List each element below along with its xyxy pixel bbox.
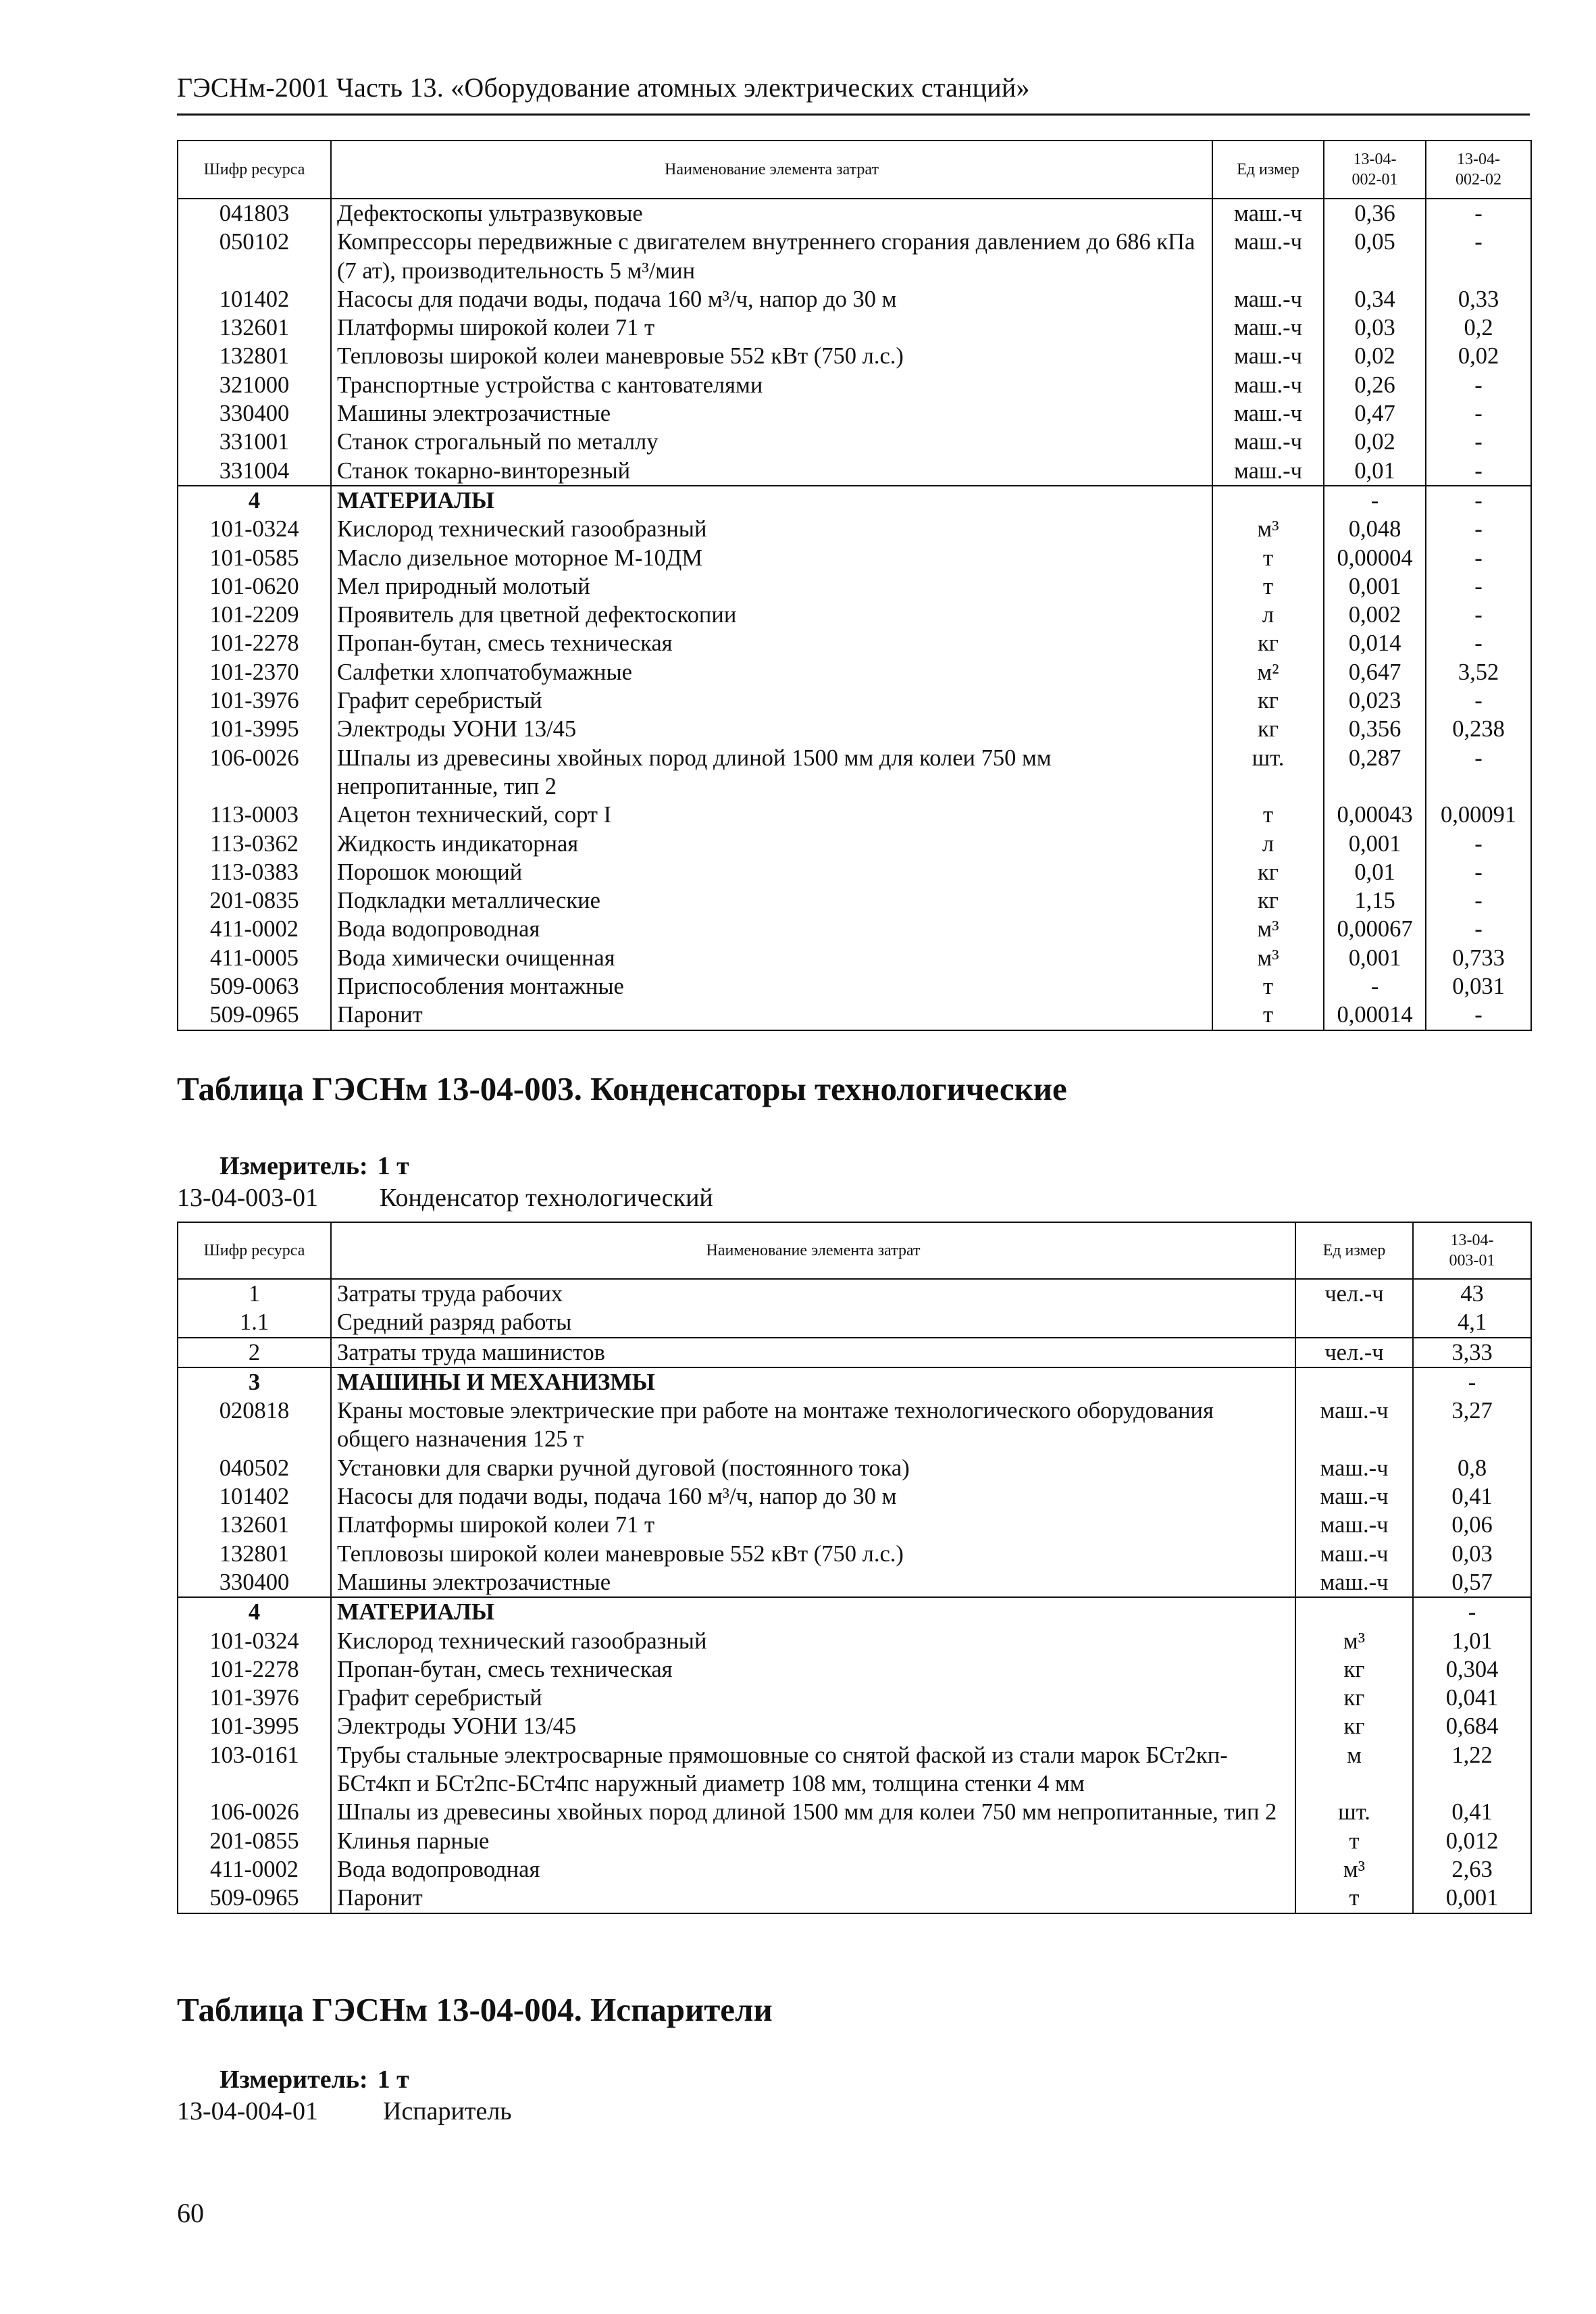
unit: кг [1212, 715, 1324, 743]
table-row [178, 313, 1531, 342]
norm-value-1: 0,01 [1324, 858, 1426, 886]
resource-code: 1.1 [178, 1308, 331, 1337]
unit: маш.-ч [1212, 228, 1324, 285]
unit: маш.-ч [1295, 1454, 1413, 1482]
unit: кг [1212, 858, 1324, 886]
table-row [178, 228, 1531, 285]
norm-value-2: 0,733 [1426, 944, 1531, 972]
table-row [178, 830, 1531, 858]
unit: т [1212, 972, 1324, 1001]
resource-code: 201-0855 [178, 1827, 331, 1855]
norm-value-1: 0,41 [1413, 1482, 1531, 1511]
unit: кг [1212, 686, 1324, 715]
unit: чел.-ч [1295, 1338, 1413, 1367]
norm-value-1: 0,41 [1413, 1798, 1531, 1826]
table-row [178, 686, 1531, 715]
table-row [178, 342, 1531, 370]
norm-value-2: - [1426, 486, 1531, 515]
norm-name: Испаритель [383, 2097, 512, 2126]
unit: м [1295, 1741, 1413, 1799]
resource-name: Шпалы из древесины хвойных пород длиной 1500 мм для колеи 750 мм непропитанные, тип 2 [331, 1798, 1295, 1826]
unit: маш.-ч [1295, 1511, 1413, 1539]
norm-value-1: 1,01 [1413, 1627, 1531, 1655]
table-row [178, 944, 1531, 972]
norm-value-1: - [1413, 1367, 1531, 1397]
norm-value-1: 0,287 [1324, 744, 1426, 801]
resource-code: 132801 [178, 1540, 331, 1568]
unit: л [1212, 830, 1324, 858]
resource-code: 101-0324 [178, 1627, 331, 1655]
unit: т [1212, 544, 1324, 572]
norm-value-1: 0,34 [1324, 285, 1426, 313]
meter-label: Измеритель: [220, 2065, 368, 2094]
table-row [178, 399, 1531, 428]
resource-name: Машины электрозачистные [331, 399, 1212, 428]
resource-name: Затраты труда машинистов [331, 1338, 1295, 1367]
table-row [178, 629, 1531, 657]
norm-value-2: - [1426, 399, 1531, 428]
unit: маш.-ч [1212, 457, 1324, 486]
norm-value-1: 0,00014 [1324, 1001, 1426, 1030]
norm-value-2: - [1426, 371, 1531, 399]
resource-code: 101-0585 [178, 544, 331, 572]
norm-value-1: 0,57 [1413, 1568, 1531, 1597]
resource-name: Салфетки хлопчатобумажные [331, 658, 1212, 686]
norm-code: 13-04-004-01 [177, 2097, 318, 2126]
norm-value-1: 0,00067 [1324, 915, 1426, 943]
norm-value-2: - [1426, 515, 1531, 543]
unit: маш.-ч [1212, 199, 1324, 228]
norm-value-2: 0,02 [1426, 342, 1531, 370]
resource-name: Мел природный молотый [331, 572, 1212, 601]
resource-code: 201-0835 [178, 886, 331, 915]
norm-value-2: - [1426, 601, 1531, 629]
col-header-norm-1: 13-04- 003-01 [1413, 1222, 1531, 1279]
resource-code: 509-0063 [178, 972, 331, 1001]
resource-name: Насосы для подачи воды, подача 160 м³/ч, напор до 30 м [331, 285, 1212, 313]
resource-code: 101-3976 [178, 686, 331, 715]
resource-name: Подкладки металлические [331, 886, 1212, 915]
table-row [178, 1568, 1531, 1597]
norm-value-1: 0,304 [1413, 1655, 1531, 1684]
col-header-unit: Ед измер [1295, 1222, 1413, 1279]
table-row [178, 1827, 1531, 1855]
resource-code: 040502 [178, 1454, 331, 1482]
resource-code: 509-0965 [178, 1001, 331, 1030]
meter-value: 1 т [377, 1152, 409, 1180]
resource-code: 321000 [178, 371, 331, 399]
norm-value-2: - [1426, 572, 1531, 601]
meter-line [220, 2065, 409, 2094]
norm-value-1: 0,002 [1324, 601, 1426, 629]
page-number: 60 [177, 2198, 204, 2228]
unit: маш.-ч [1295, 1540, 1413, 1568]
norm-value-1: 0,47 [1324, 399, 1426, 428]
resource-name: Вода водопроводная [331, 1855, 1295, 1884]
unit: маш.-ч [1212, 313, 1324, 342]
norm-value-2: 0,238 [1426, 715, 1531, 743]
resource-name: Станок строгальный по металлу [331, 428, 1212, 456]
resource-name: Компрессоры передвижные с двигателем внутреннего сгорания давлением до 686 кПа (7 ат), производительность 5 м³/мин [331, 228, 1212, 285]
norm-value-1: 0,05 [1324, 228, 1426, 285]
norm-value-2: - [1426, 858, 1531, 886]
norm-value-1: 0,001 [1324, 572, 1426, 601]
resource-code: 106-0026 [178, 744, 331, 801]
norm-value-1: 1,15 [1324, 886, 1426, 915]
resource-name: Приспособления монтажные [331, 972, 1212, 1001]
norm-value-1: 0,02 [1324, 342, 1426, 370]
table-row [178, 1798, 1531, 1826]
resource-name: Средний разряд работы [331, 1308, 1295, 1337]
unit: т [1212, 1001, 1324, 1030]
unit: л [1212, 601, 1324, 629]
table-row [178, 715, 1531, 743]
unit: чел.-ч [1295, 1279, 1413, 1308]
unit: т [1295, 1884, 1413, 1913]
resource-code: 106-0026 [178, 1798, 331, 1826]
table-row [178, 1338, 1531, 1367]
norm-value-1: 0,01 [1324, 457, 1426, 486]
col-header-name: Наименование элемента затрат [331, 1222, 1295, 1279]
table-row [178, 572, 1531, 601]
norm-value-1: 1,22 [1413, 1741, 1531, 1799]
norm-value-1: 0,684 [1413, 1712, 1531, 1740]
norm-code: 13-04-003-01 [177, 1184, 318, 1212]
unit [1212, 486, 1324, 515]
resource-name: Транспортные устройства с кантователями [331, 371, 1212, 399]
table-row [178, 371, 1531, 399]
resource-name: Масло дизельное моторное М-10ДМ [331, 544, 1212, 572]
col-header-norm-1: 13-04- 002-01 [1324, 141, 1426, 199]
resource-code: 101402 [178, 285, 331, 313]
table-row [178, 1367, 1531, 1397]
norm-value-2: - [1426, 1001, 1531, 1030]
norm-value-1: 0,03 [1324, 313, 1426, 342]
norm-value-2: - [1426, 228, 1531, 285]
norm-value-1: - [1324, 486, 1426, 515]
resource-name: Жидкость индикаторная [331, 830, 1212, 858]
table-row [178, 428, 1531, 456]
norm-value-1: 0,048 [1324, 515, 1426, 543]
norm-value-1: 0,356 [1324, 715, 1426, 743]
norm-value-1: - [1413, 1597, 1531, 1626]
norm-value-1: - [1324, 972, 1426, 1001]
resource-code: 113-0383 [178, 858, 331, 886]
norm-value-2: 3,52 [1426, 658, 1531, 686]
col-header-name: Наименование элемента затрат [331, 141, 1212, 199]
resource-name: МАШИНЫ И МЕХАНИЗМЫ [331, 1367, 1295, 1397]
norm-value-1: 0,014 [1324, 629, 1426, 657]
table-row [178, 457, 1531, 486]
table-row [178, 486, 1531, 515]
resource-code: 020818 [178, 1397, 331, 1454]
unit: кг [1295, 1712, 1413, 1740]
norm-value-2: 0,00091 [1426, 801, 1531, 829]
unit: м² [1212, 658, 1324, 686]
resource-name: Платформы широкой колеи 71 т [331, 1511, 1295, 1539]
resource-code: 101-0620 [178, 572, 331, 601]
resource-name: Тепловозы широкой колеи маневровые 552 кВт (750 л.с.) [331, 1540, 1295, 1568]
table-row [178, 972, 1531, 1001]
resource-name: Установки для сварки ручной дуговой (постоянного тока) [331, 1454, 1295, 1482]
table-title-13-04-003: Таблица ГЭСНм 13-04-003. Конденсаторы технологические [177, 1070, 1067, 1107]
resource-code: 041803 [178, 199, 331, 228]
resource-code: 113-0003 [178, 801, 331, 829]
norm-value-2: 0,33 [1426, 285, 1531, 313]
norm-value-1: 0,023 [1324, 686, 1426, 715]
norm-name: Конденсатор технологический [380, 1184, 713, 1212]
resource-code: 101-2209 [178, 601, 331, 629]
norm-value-2: - [1426, 199, 1531, 228]
resource-code: 2 [178, 1338, 331, 1367]
resource-name: Вода химически очищенная [331, 944, 1212, 972]
resource-code: 101402 [178, 1482, 331, 1511]
norm-value-1: 0,02 [1324, 428, 1426, 456]
resource-name: Графит серебристый [331, 1684, 1295, 1712]
table-row [178, 1482, 1531, 1511]
col-header-norm-2: 13-04- 002-02 [1426, 141, 1531, 199]
unit: шт. [1212, 744, 1324, 801]
resource-name: Проявитель для цветной дефектоскопии [331, 601, 1212, 629]
col-header-unit: Ед измер [1212, 141, 1324, 199]
resource-name: МАТЕРИАЛЫ [331, 486, 1212, 515]
resource-table-13-04-003 [177, 1222, 1532, 1914]
unit: маш.-ч [1212, 285, 1324, 313]
resource-code: 101-3995 [178, 1712, 331, 1740]
table-row [178, 1397, 1531, 1454]
norm-value-1: 0,03 [1413, 1540, 1531, 1568]
table-row [178, 1597, 1531, 1626]
norm-value-2: - [1426, 686, 1531, 715]
unit: кг [1295, 1655, 1413, 1684]
unit: м³ [1295, 1627, 1413, 1655]
resource-code: 4 [178, 486, 331, 515]
unit: маш.-ч [1212, 342, 1324, 370]
table-body [178, 1279, 1531, 1913]
unit: м³ [1212, 515, 1324, 543]
table-row [178, 285, 1531, 313]
norm-value-1: 0,00004 [1324, 544, 1426, 572]
resource-name: Станок токарно-винторезный [331, 457, 1212, 486]
resource-name: Ацетон технический, сорт I [331, 801, 1212, 829]
resource-code: 050102 [178, 228, 331, 285]
resource-name: МАТЕРИАЛЫ [331, 1597, 1295, 1626]
norm-line [177, 1183, 713, 1213]
norm-value-1: 0,36 [1324, 199, 1426, 228]
col-header-code: Шифр ресурса [178, 1222, 331, 1279]
unit: м³ [1295, 1855, 1413, 1884]
resource-name: Порошок моющий [331, 858, 1212, 886]
unit: м³ [1212, 915, 1324, 943]
resource-name: Кислород технический газообразный [331, 515, 1212, 543]
resource-code: 101-2278 [178, 1655, 331, 1684]
resource-code: 331004 [178, 457, 331, 486]
resource-name: Пропан-бутан, смесь техническая [331, 1655, 1295, 1684]
page-header: ГЭСНм-2001 Часть 13. «Оборудование атомных электрических станций» [177, 72, 1030, 103]
table-row [178, 1308, 1531, 1337]
table-row [178, 744, 1531, 801]
resource-name: Машины электрозачистные [331, 1568, 1295, 1597]
norm-value-1: 3,27 [1413, 1397, 1531, 1454]
unit: кг [1295, 1684, 1413, 1712]
resource-code: 4 [178, 1597, 331, 1626]
unit: маш.-ч [1212, 428, 1324, 456]
col-header-code: Шифр ресурса [178, 141, 331, 199]
unit: м³ [1212, 944, 1324, 972]
resource-name: Трубы стальные электросварные прямошовные со снятой фаской из стали марок БСт2кп-БСт4кп и БСт2пс-БСт4пс наружный диаметр 108 мм, толщина стенки 4 мм [331, 1741, 1295, 1799]
unit [1295, 1308, 1413, 1337]
norm-value-2: 0,2 [1426, 313, 1531, 342]
table-title-13-04-004: Таблица ГЭСНм 13-04-004. Испарители [177, 1991, 773, 2028]
norm-value-1: 0,8 [1413, 1454, 1531, 1482]
resource-name: Паронит [331, 1884, 1295, 1913]
unit [1295, 1597, 1413, 1626]
table-row [178, 199, 1531, 228]
unit [1295, 1367, 1413, 1397]
table-row [178, 886, 1531, 915]
resource-code: 411-0002 [178, 915, 331, 943]
resource-table-13-04-002 [177, 140, 1532, 1031]
norm-value-2: - [1426, 915, 1531, 943]
norm-value-2: - [1426, 544, 1531, 572]
resource-code: 101-2278 [178, 629, 331, 657]
resource-name: Шпалы из древесины хвойных пород длиной 1500 мм для колеи 750 мм непропитанные, тип 2 [331, 744, 1212, 801]
resource-code: 411-0005 [178, 944, 331, 972]
table-row [178, 858, 1531, 886]
table-row [178, 1855, 1531, 1884]
resource-code: 3 [178, 1367, 331, 1397]
unit: т [1295, 1827, 1413, 1855]
resource-code: 331001 [178, 428, 331, 456]
resource-name: Затраты труда рабочих [331, 1279, 1295, 1308]
table-row [178, 1712, 1531, 1740]
norm-value-1: 0,041 [1413, 1684, 1531, 1712]
resource-code: 132801 [178, 342, 331, 370]
norm-value-2: - [1426, 629, 1531, 657]
norm-value-1: 0,26 [1324, 371, 1426, 399]
table-row [178, 515, 1531, 543]
norm-value-2: - [1426, 886, 1531, 915]
table-row [178, 601, 1531, 629]
table-row [178, 658, 1531, 686]
norm-value-2: - [1426, 457, 1531, 486]
unit: шт. [1295, 1798, 1413, 1826]
norm-value-2: - [1426, 744, 1531, 801]
unit: маш.-ч [1212, 371, 1324, 399]
norm-value-2: - [1426, 830, 1531, 858]
resource-code: 132601 [178, 313, 331, 342]
table-row [178, 1655, 1531, 1684]
resource-name: Платформы широкой колеи 71 т [331, 313, 1212, 342]
table-row [178, 915, 1531, 943]
norm-value-1: 2,63 [1413, 1855, 1531, 1884]
table-row [178, 1540, 1531, 1568]
norm-value-1: 0,00043 [1324, 801, 1426, 829]
table-row [178, 1684, 1531, 1712]
unit: кг [1212, 886, 1324, 915]
norm-value-1: 0,647 [1324, 658, 1426, 686]
resource-name: Электроды УОНИ 13/45 [331, 1712, 1295, 1740]
resource-name: Краны мостовые электрические при работе на монтаже технологического оборудования общего назначения 125 т [331, 1397, 1295, 1454]
resource-code: 330400 [178, 1568, 331, 1597]
norm-value-1: 3,33 [1413, 1338, 1531, 1367]
meter-value: 1 т [377, 2065, 409, 2094]
norm-value-1: 0,06 [1413, 1511, 1531, 1539]
table-row [178, 1001, 1531, 1030]
table-row [178, 1279, 1531, 1308]
resource-code: 101-2370 [178, 658, 331, 686]
resource-code: 330400 [178, 399, 331, 428]
unit: маш.-ч [1295, 1482, 1413, 1511]
unit: маш.-ч [1295, 1397, 1413, 1454]
unit: т [1212, 572, 1324, 601]
norm-value-1: 0,001 [1324, 944, 1426, 972]
resource-name: Клинья парные [331, 1827, 1295, 1855]
table-row [178, 1627, 1531, 1655]
table-row [178, 1741, 1531, 1799]
table-row [178, 1454, 1531, 1482]
unit: кг [1212, 629, 1324, 657]
norm-line [177, 2096, 512, 2126]
resource-code: 101-3995 [178, 715, 331, 743]
header-rule [177, 114, 1530, 116]
meter-label: Измеритель: [220, 1152, 368, 1180]
resource-code: 1 [178, 1279, 331, 1308]
norm-value-1: 4,1 [1413, 1308, 1531, 1337]
unit: маш.-ч [1212, 399, 1324, 428]
table-row [178, 801, 1531, 829]
norm-value-1: 43 [1413, 1279, 1531, 1308]
resource-code: 101-0324 [178, 515, 331, 543]
resource-code: 101-3976 [178, 1684, 331, 1712]
table-row [178, 544, 1531, 572]
meter-line [220, 1151, 409, 1181]
unit: т [1212, 801, 1324, 829]
unit: маш.-ч [1295, 1568, 1413, 1597]
norm-value-1: 0,012 [1413, 1827, 1531, 1855]
resource-code: 411-0002 [178, 1855, 331, 1884]
resource-name: Электроды УОНИ 13/45 [331, 715, 1212, 743]
resource-name: Тепловозы широкой колеи маневровые 552 кВт (750 л.с.) [331, 342, 1212, 370]
resource-name: Паронит [331, 1001, 1212, 1030]
resource-code: 113-0362 [178, 830, 331, 858]
resource-code: 103-0161 [178, 1741, 331, 1799]
resource-name: Дефектоскопы ультразвуковые [331, 199, 1212, 228]
resource-name: Насосы для подачи воды, подача 160 м³/ч, напор до 30 м [331, 1482, 1295, 1511]
norm-value-2: - [1426, 428, 1531, 456]
resource-name: Кислород технический газообразный [331, 1627, 1295, 1655]
resource-code: 132601 [178, 1511, 331, 1539]
resource-code: 509-0965 [178, 1884, 331, 1913]
norm-value-1: 0,001 [1413, 1884, 1531, 1913]
table-row [178, 1884, 1531, 1913]
norm-value-1: 0,001 [1324, 830, 1426, 858]
resource-name: Вода водопроводная [331, 915, 1212, 943]
resource-name: Пропан-бутан, смесь техническая [331, 629, 1212, 657]
norm-value-2: 0,031 [1426, 972, 1531, 1001]
table-row [178, 1511, 1531, 1539]
table-body [178, 199, 1531, 1030]
resource-name: Графит серебристый [331, 686, 1212, 715]
